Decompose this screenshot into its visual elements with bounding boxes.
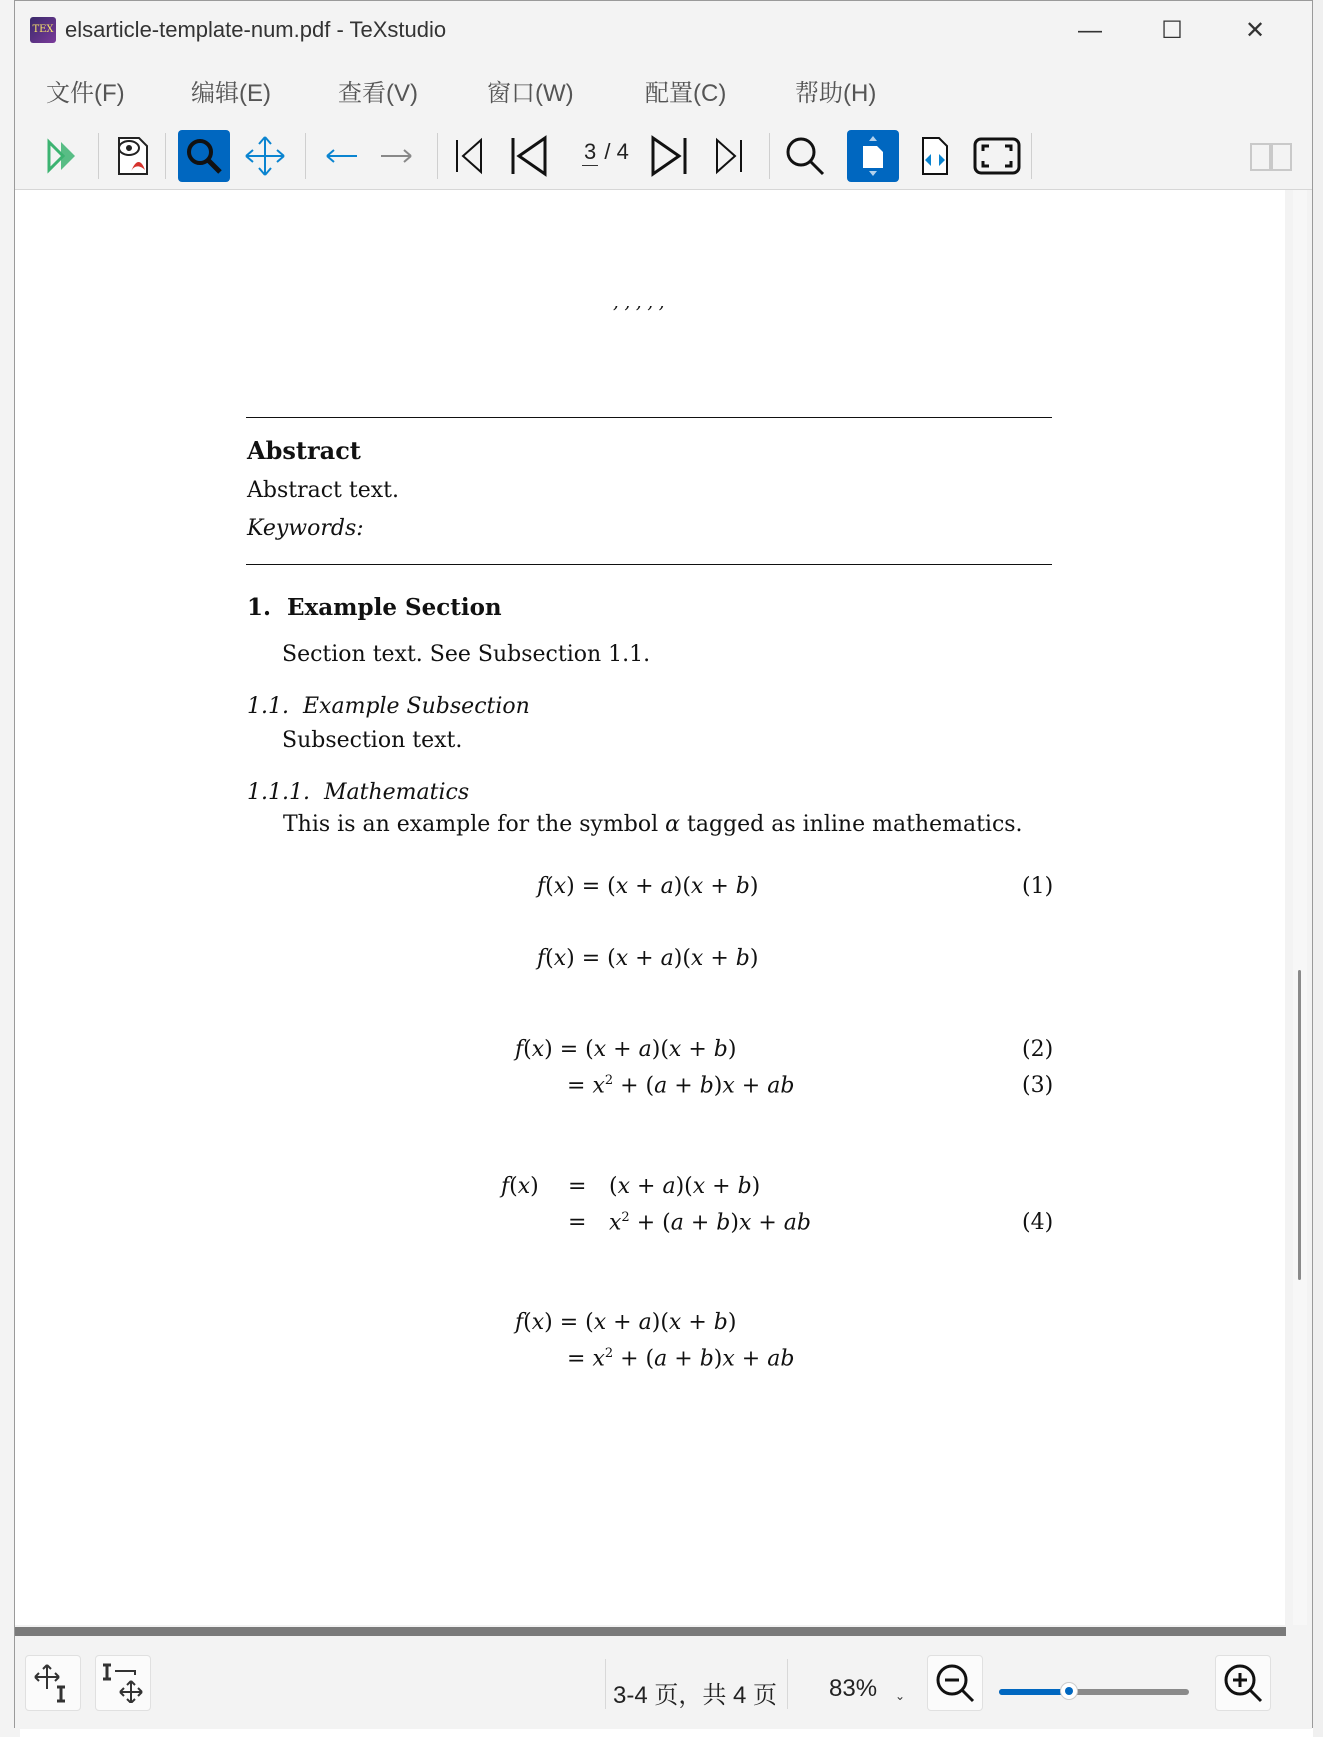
math-text-before: This is an example for the symbol xyxy=(283,812,666,837)
zoom-value[interactable]: 83% xyxy=(829,1675,878,1702)
menu-file[interactable]: 文件(F) xyxy=(46,80,125,107)
last-page-icon[interactable] xyxy=(703,130,755,182)
math-paragraph xyxy=(283,812,1023,837)
abstract-top-rule xyxy=(246,417,1052,418)
total-pages-label: / 4 xyxy=(604,139,629,164)
subsubsection-title: Mathematics xyxy=(323,780,470,805)
fit-page-icon[interactable] xyxy=(909,130,961,182)
equation-4-eq-sign: = xyxy=(568,1174,587,1199)
previous-page-icon[interactable] xyxy=(503,130,555,182)
vertical-scrollbar[interactable] xyxy=(1293,190,1307,1625)
close-button[interactable]: ✕ xyxy=(1244,17,1266,44)
sync-from-source-icon[interactable] xyxy=(95,1655,151,1711)
scroll-tool-icon[interactable] xyxy=(239,130,291,182)
menu-bar xyxy=(15,63,1312,119)
next-page-icon[interactable] xyxy=(643,130,695,182)
subsection-text: Subsection text. xyxy=(282,728,463,753)
maximize-button[interactable]: ☐ xyxy=(1161,17,1183,44)
equation-number-2: (2) xyxy=(1022,1037,1054,1062)
keywords-label: Keywords: xyxy=(247,516,364,541)
back-icon[interactable] xyxy=(315,130,367,182)
menu-window[interactable]: 窗口(W) xyxy=(487,80,574,107)
magnifier-tool-icon[interactable] xyxy=(178,130,230,182)
equation-unnumbered: f(x) = (x + a)(x + b) xyxy=(537,946,759,971)
window-title: elsarticle-template-num.pdf - TeXstudio xyxy=(65,17,447,42)
subsection-title: Example Subsection xyxy=(302,694,530,719)
sync-to-source-icon[interactable] xyxy=(25,1655,81,1711)
menu-configure[interactable]: 配置(C) xyxy=(645,80,727,107)
menu-edit[interactable]: 编辑(E) xyxy=(191,80,271,107)
math-text-after: tagged as inline mathematics. xyxy=(680,812,1023,837)
equation-4-rhs-line1: (x + a)(x + b) xyxy=(609,1174,761,1199)
status-bar xyxy=(15,1639,1312,1729)
menu-view[interactable]: 查看(V) xyxy=(338,80,418,107)
fit-width-icon[interactable] xyxy=(847,130,899,182)
first-page-icon[interactable] xyxy=(443,130,495,182)
abstract-text: Abstract text. xyxy=(247,478,399,503)
page-status-label: 3-4 页，共 4 页 xyxy=(613,1682,778,1709)
pdf-sync-icon[interactable] xyxy=(107,130,159,182)
texstudio-app-icon: TEX xyxy=(30,17,56,43)
section-title: Example Section xyxy=(287,594,502,621)
section-text: Section text. See Subsection 1.1. xyxy=(282,642,651,667)
subsection-heading xyxy=(247,694,530,719)
zoom-slider-handle[interactable] xyxy=(1060,1682,1078,1700)
forward-icon[interactable] xyxy=(371,130,423,182)
equation-number-3: (3) xyxy=(1022,1073,1054,1098)
zoom-slider[interactable] xyxy=(999,1689,1189,1695)
zoom-in-icon[interactable] xyxy=(1215,1655,1271,1711)
title-bar[interactable] xyxy=(15,1,1312,59)
alpha-symbol: α xyxy=(665,812,681,837)
search-icon[interactable] xyxy=(779,130,831,182)
equation-2: f(x) = (x + a)(x + b) xyxy=(515,1037,737,1062)
equation-4-rhs-line2: $x^2 + (a + b)x$ + ab xyxy=(609,1210,811,1236)
equation-1: f(x) = (x + a)(x + b) xyxy=(537,874,759,899)
texstudio-pdf-viewer-window xyxy=(14,0,1313,1728)
abstract-bottom-rule xyxy=(246,564,1052,565)
equation-number-1: (1) xyxy=(1022,874,1054,899)
menu-help[interactable]: 帮助(H) xyxy=(795,80,877,107)
abstract-heading: Abstract xyxy=(247,436,361,465)
equation-number-4: (4) xyxy=(1022,1210,1054,1235)
minimize-button[interactable]: — xyxy=(1078,17,1102,44)
zoom-dropdown-icon[interactable]: ⌄ xyxy=(895,1689,906,1703)
author-line: , , , , , xyxy=(613,292,665,313)
subsubsection-number: 1.1.1. xyxy=(247,780,310,805)
pdf-toolbar xyxy=(15,123,1312,190)
current-page-field[interactable]: 3 xyxy=(584,139,597,164)
subsection-number: 1.1. xyxy=(247,694,289,719)
vertical-scroll-thumb[interactable] xyxy=(1298,970,1301,1280)
fullscreen-icon[interactable] xyxy=(971,130,1023,182)
pdf-page-view[interactable] xyxy=(15,190,1285,1625)
equation-3: = $x^2 + (a + b)x$ + ab xyxy=(567,1073,795,1099)
zoom-out-icon[interactable] xyxy=(927,1655,983,1711)
equation-4-lhs: f(x) xyxy=(501,1174,539,1199)
section-heading xyxy=(247,594,502,621)
background-window-edge xyxy=(1313,0,1323,1737)
section-number: 1. xyxy=(247,594,272,621)
compile-icon[interactable] xyxy=(37,130,89,182)
horizontal-scrollbar[interactable] xyxy=(15,1627,1286,1636)
zoom-slider-fill xyxy=(999,1689,1069,1695)
equation-align-unnumbered-1: f(x) = (x + a)(x + b) xyxy=(515,1310,737,1335)
equation-4-eq-sign-2: = xyxy=(568,1210,587,1235)
subsubsection-heading xyxy=(247,780,469,805)
page-indicator xyxy=(582,139,629,166)
split-view-icon[interactable] xyxy=(1245,130,1297,182)
equation-align-unnumbered-2: = $x^2 + (a + b)x$ + ab xyxy=(567,1346,795,1372)
